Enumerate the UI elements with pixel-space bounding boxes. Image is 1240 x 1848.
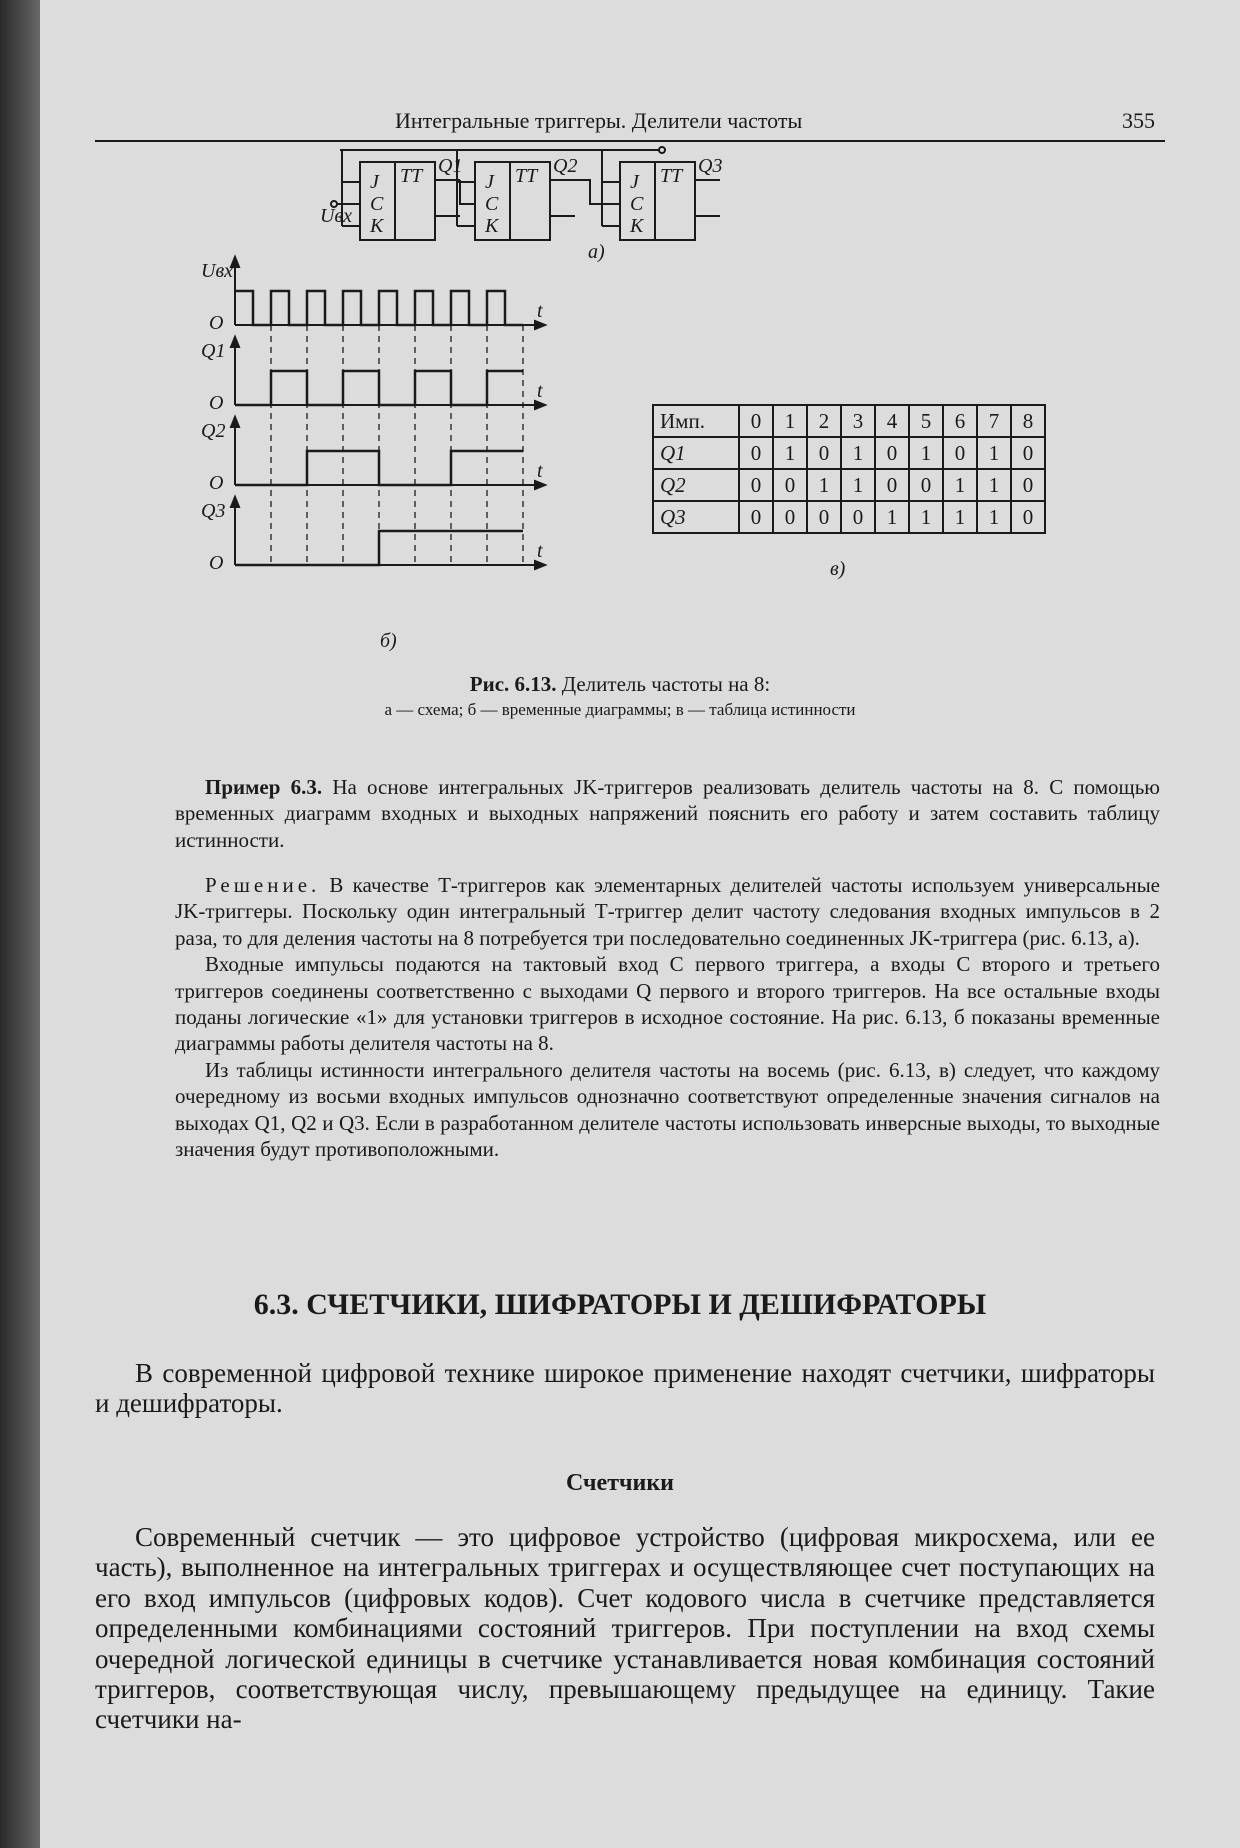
flip-flop-input-label: C bbox=[630, 193, 644, 215]
timing-origin-label: O bbox=[209, 552, 224, 574]
truth-cell: 0 bbox=[773, 469, 807, 501]
truth-cell: 1 bbox=[841, 437, 875, 469]
section-intro bbox=[95, 1358, 1155, 1419]
truth-table-header-row bbox=[653, 405, 1045, 437]
flip-flop-input-label: K bbox=[370, 215, 384, 237]
timing-y-arrow bbox=[231, 417, 239, 427]
page-number: 355 bbox=[1122, 108, 1155, 133]
truth-cell: 1 bbox=[977, 469, 1011, 501]
truth-cell: 0 bbox=[807, 501, 841, 533]
truth-cell: 0 bbox=[773, 501, 807, 533]
running-header bbox=[95, 106, 1165, 142]
truth-cell: 0 bbox=[875, 469, 909, 501]
truth-cell: 0 bbox=[1011, 437, 1045, 469]
flip-flop-input-label: J bbox=[485, 171, 494, 193]
truth-cell: 1 bbox=[841, 469, 875, 501]
truth-cell: 0 bbox=[739, 437, 773, 469]
example-block bbox=[175, 774, 1160, 853]
truth-cell: 1 bbox=[875, 501, 909, 533]
flip-flop-input-label: C bbox=[370, 193, 384, 215]
bus-terminal bbox=[659, 147, 665, 153]
truth-cell: 0 bbox=[1011, 501, 1045, 533]
divider-circuit-diagram bbox=[320, 150, 780, 265]
flip-flop-input-label: J bbox=[630, 171, 639, 193]
flip-flop-type: TT bbox=[400, 165, 423, 187]
truth-cell: 1 bbox=[943, 469, 977, 501]
solution-label: Решение. bbox=[205, 873, 321, 897]
flip-flop-input-label: K bbox=[485, 215, 499, 237]
timing-x-arrow bbox=[535, 561, 545, 569]
subsection-title: Счетчики bbox=[565, 1470, 674, 1496]
truth-cell: 1 bbox=[773, 437, 807, 469]
truth-col: 8 bbox=[1011, 405, 1045, 437]
truth-cell: 0 bbox=[1011, 469, 1045, 501]
truth-cell: 1 bbox=[977, 437, 1011, 469]
flip-flop-input-label: J bbox=[370, 171, 379, 193]
solution-paragraph-3: Из таблицы истинности интегрального делителя частоты на восемь (рис. 6.13, в) следует, что каждому очередному из восьми входных импульсов однозначно соответствуют определенные значения сигналов на выходах Q1, Q2 и Q3. Если в разработанном делителе частоты использовать инверсные выходы, то выходные значения будут противоположными. bbox=[175, 1057, 1160, 1162]
figure-caption bbox=[0, 672, 1240, 697]
link-q1-c2 bbox=[460, 180, 475, 204]
truth-col: 2 bbox=[807, 405, 841, 437]
truth-col: 6 bbox=[943, 405, 977, 437]
flip-flop-output-label: Q1 bbox=[438, 155, 463, 177]
flip-flop-input-label: C bbox=[485, 193, 499, 215]
timing-x-arrow bbox=[535, 481, 545, 489]
truth-table-row bbox=[653, 501, 1045, 533]
flip-flop-type: TT bbox=[515, 165, 538, 187]
truth-table-row bbox=[653, 469, 1045, 501]
timing-signal-label: Uвх bbox=[201, 260, 234, 282]
example-text: На основе интегральных JK-триггеров реализовать делитель частоты на 8. С помощью временных диаграмм входных и выходных напряжений пояснить его работу и затем составить таблицу истинности. bbox=[175, 775, 1160, 852]
circuit-sublabel: а) bbox=[588, 241, 605, 263]
flip-flop-input-label: K bbox=[630, 215, 644, 237]
truth-col: 7 bbox=[977, 405, 1011, 437]
timing-y-arrow bbox=[231, 497, 239, 507]
truth-cell: 1 bbox=[909, 501, 943, 533]
truth-cell: 0 bbox=[841, 501, 875, 533]
truth-row-label: Q2 bbox=[653, 469, 739, 501]
truth-cell: 0 bbox=[875, 437, 909, 469]
truth-col: 4 bbox=[875, 405, 909, 437]
timing-t-label: t bbox=[537, 540, 543, 562]
timing-origin-label: O bbox=[209, 472, 224, 494]
timing-origin-label: O bbox=[209, 392, 224, 414]
figure-number: Рис. 6.13. bbox=[469, 672, 557, 696]
counters-body bbox=[95, 1522, 1155, 1735]
timing-origin-label: O bbox=[209, 312, 224, 334]
truth-row-label: Q1 bbox=[653, 437, 739, 469]
truth-cell: 1 bbox=[977, 501, 1011, 533]
solution-block bbox=[175, 872, 1160, 1162]
truth-cell: 1 bbox=[909, 437, 943, 469]
truth-col: 1 bbox=[773, 405, 807, 437]
header-title: Интегральные триггеры. Делители частоты bbox=[395, 108, 803, 133]
truth-cell: 1 bbox=[943, 501, 977, 533]
section-intro-paragraph: В современной цифровой технике широкое применение находят счетчики, шифраторы и дешифраторы. bbox=[95, 1358, 1155, 1419]
truth-col: 0 bbox=[739, 405, 773, 437]
truth-table bbox=[652, 404, 1046, 534]
flip-flop-output-label: Q2 bbox=[553, 155, 578, 177]
timing-signal-label: Q3 bbox=[201, 500, 226, 522]
truth-cell: 0 bbox=[807, 437, 841, 469]
timing-signal-label: Q1 bbox=[201, 340, 226, 362]
solution-paragraph-1 bbox=[175, 872, 1160, 951]
truth-cell: 1 bbox=[807, 469, 841, 501]
truth-cell: 0 bbox=[739, 469, 773, 501]
truth-cell: 0 bbox=[909, 469, 943, 501]
link-q2-c3 bbox=[575, 180, 620, 204]
truth-table-sublabel: в) bbox=[830, 558, 846, 580]
timing-sublabel: б) bbox=[380, 630, 397, 652]
flip-flop-type: TT bbox=[660, 165, 683, 187]
truth-col: 5 bbox=[909, 405, 943, 437]
timing-diagram bbox=[201, 260, 645, 655]
truth-cell: 0 bbox=[943, 437, 977, 469]
truth-table-header-label: Имп. bbox=[653, 405, 739, 437]
solution-paragraph-2: Входные импульсы подаются на тактовый вход С первого триггера, а входы С второго и третьего триггеров соединены соответственно с выходами Q первого и второго триггеров. На все остальные входы поданы логические «1» для установки триггеров в исходное состояние. На рис. 6.13, б показаны временные диаграммы работы делителя частоты на 8. bbox=[175, 952, 1160, 1056]
truth-col: 3 bbox=[841, 405, 875, 437]
circuit-input-label: Uвх bbox=[320, 205, 353, 227]
example-label: Пример 6.3. bbox=[205, 775, 323, 799]
timing-y-arrow bbox=[231, 337, 239, 347]
timing-t-label: t bbox=[537, 300, 543, 322]
flip-flop-output-label: Q3 bbox=[698, 155, 723, 177]
truth-cell: 0 bbox=[739, 501, 773, 533]
timing-waveform bbox=[235, 291, 523, 325]
timing-x-arrow bbox=[535, 321, 545, 329]
section-title: 6.3. СЧЕТЧИКИ, ШИФРАТОРЫ И ДЕШИФРАТОРЫ bbox=[253, 1288, 987, 1321]
timing-signal-label: Q2 bbox=[201, 420, 226, 442]
figure-parts: а — схема; б — временные диаграммы; в — таблица истинности bbox=[384, 700, 856, 719]
timing-t-label: t bbox=[537, 380, 543, 402]
counters-paragraph: Современный счетчик — это цифровое устройство (цифровая микросхема, или ее часть), выполненное на интегральных триггерах и осуществляющее счет поступающих на его вход импульсов (цифровых кодов). Счет кодового числа в счетчике представляется определенными комбинациями состояний триггеров. При поступлении на вход схемы очередной логической единицы в счетчике устанавливается новая комбинация состояний триггеров, соответствующая числу, превышающему предыдущее на единицу. Такие счетчики на- bbox=[95, 1522, 1155, 1735]
example-paragraph bbox=[175, 774, 1160, 853]
figure-title: Делитель частоты на 8: bbox=[561, 672, 771, 696]
timing-x-arrow bbox=[535, 401, 545, 409]
timing-waveform bbox=[235, 371, 523, 405]
timing-t-label: t bbox=[537, 460, 543, 482]
truth-row-label: Q3 bbox=[653, 501, 739, 533]
truth-table-row bbox=[653, 437, 1045, 469]
solution-text-1: В качестве Т-триггеров как элементарных делителей частоты используем универсальные JK-триггеры. Поскольку один интегральный Т-триггер делит частоту следования входных импульсов в 2 раза, то для деления частоты на 8 потребуется три последовательно соединенных JK-триггера (рис. 6.13, а). bbox=[175, 873, 1160, 950]
